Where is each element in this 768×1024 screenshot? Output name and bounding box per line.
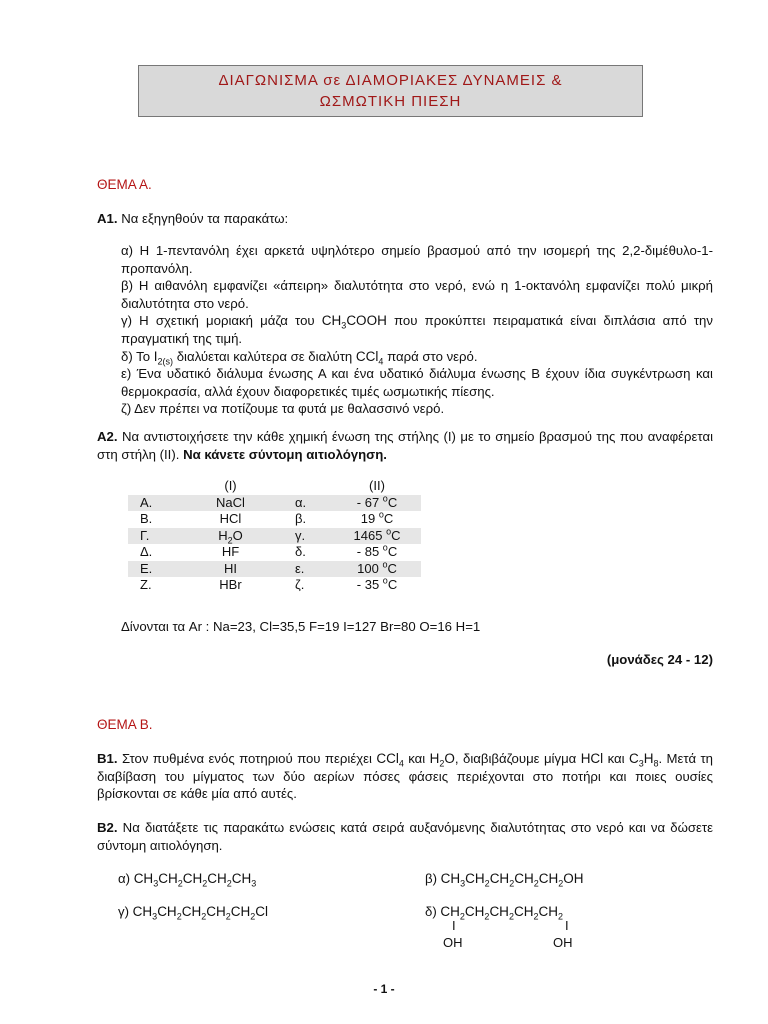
- b1-body: Στον πυθμένα ενός ποτηριού που περιέχει CCl$_4$ και $H_2O$, διαβιβάζουμε μίγμα HCl και $C_3H_8$. Μετά τη διαβίβαση του μίγματος των δύο αερίων πόσες φάσεις περιέχονται στο ποτήρι και ποιες ουσίες βρίσκονται σε κάθε μία από αυτές.: [97, 751, 714, 802]
- a1-item-d-chem2: CCl: [355, 348, 379, 364]
- a1-item-d-mid: διαλύεται καλύτερα σε διαλύτη: [173, 348, 356, 364]
- row-letter-2: γ.: [283, 528, 333, 545]
- a2-bold-instruction: Να κάνετε σύντομη αιτιολόγηση.: [183, 446, 387, 462]
- a1-item-d-pre: δ) Το: [121, 348, 154, 364]
- row-compound: $H_2O$: [178, 528, 283, 545]
- a1-intro: [97, 210, 717, 228]
- compound-d-label: δ): [425, 904, 437, 919]
- row-letter-2: β.: [295, 511, 307, 526]
- b1-text: [97, 750, 713, 803]
- row-compound: HI: [178, 561, 283, 578]
- a1-item-d-post: παρά στο νερό.: [383, 348, 478, 364]
- row-letter: Γ.: [128, 528, 178, 545]
- a1-item-c-post: που προκύπτει πειραματικά είναι διπλάσια από την πραγματική της τιμή.: [121, 313, 713, 346]
- table-row: [128, 561, 421, 578]
- compound-b-label: β): [425, 871, 437, 886]
- compound-a: [118, 870, 256, 888]
- a2-text: [97, 428, 713, 463]
- b1-label: Β1.: [97, 751, 118, 766]
- compound-b-formula: $CH_3CH_2CH_2CH_2CH_2OH$: [440, 871, 584, 889]
- a1-label: Α1.: [97, 211, 118, 226]
- table-col1-header: (Ι): [178, 478, 283, 495]
- table-row: [128, 544, 421, 561]
- row-compound: NaCl: [178, 495, 283, 512]
- theme-a-heading: ΘΕΜΑ Α.: [97, 177, 152, 192]
- row-boiling-point: 1465 $^o$C: [333, 528, 421, 545]
- a1-item-e: ε) Ένα υδατικό διάλυμα ένωσης Α και ένα υδατικό διάλυμα ένωσης Β έχουν ίδια συγκέντρωση και θερμοκρασία, αλλά έχουν διαφορετικές τιμές ωσμωτικής πίεσης.: [121, 366, 713, 399]
- a1-item-a: α) Η 1-πεντανόλη έχει αρκετά υψηλότερο σημείο βρασμού από την ισομερή της 2,2-διμέθυλο-1-προπανόλη.: [121, 243, 713, 276]
- theme-b-heading: ΘΕΜΑ Β.: [97, 717, 153, 732]
- a1-item-z: ζ) Δεν πρέπει να ποτίζουμε τα φυτά με θαλασσινό νερό.: [121, 401, 445, 417]
- a1-item-d-chem2-sub: 4: [378, 356, 384, 367]
- compound-d: [425, 903, 563, 921]
- compound-d-bond-2: I: [565, 918, 569, 933]
- a1-items: [121, 242, 713, 418]
- title-line-2: ΩΣΜΩΤΙΚΗ ΠΙΕΣΗ: [319, 93, 462, 110]
- a1-item-d-chem-sub: 2(s): [157, 356, 174, 367]
- row-compound: HCl: [219, 511, 242, 526]
- row-letter-2: ζ.: [295, 577, 305, 592]
- a2-label: Α2.: [97, 429, 118, 444]
- table-row: [128, 528, 421, 545]
- b2-body: Να διατάξετε τις παρακάτω ενώσεις κατά σειρά αυξανόμενης διαλυτότητας στο νερό και να δώσετε σύντομη αιτιολόγηση.: [97, 820, 714, 853]
- b2-label: Β2.: [97, 820, 118, 835]
- row-letter-2: δ.: [295, 544, 306, 559]
- a1-item-c-chem: $CH_3COOH$: [321, 313, 387, 332]
- title-box: [138, 65, 643, 117]
- table-header-row: [128, 478, 421, 495]
- a1-item-c-pre: γ) Η σχετική μοριακή μάζα του: [121, 313, 322, 329]
- marks-theme-a: (μονάδες 24 - 12): [606, 652, 713, 667]
- b2-text: [97, 819, 713, 854]
- page-number: - 1 -: [373, 982, 395, 996]
- a2-body: Να αντιστοιχήσετε την κάθε χημική ένωση της στήλης (Ι) με το σημείο βρασμού της που αναφέρεται στη στήλη (ΙΙ).: [97, 429, 713, 462]
- row-letter: Ε.: [128, 561, 178, 578]
- table-col2-header: (ΙΙ): [333, 478, 421, 495]
- row-boiling-point: - 35 $^o$C: [356, 575, 398, 592]
- compound-d-oh-1: OH: [443, 935, 463, 950]
- compound-a-formula: $CH_3CH_2CH_2CH_2CH_3$: [133, 871, 257, 889]
- compound-c: [118, 903, 268, 921]
- table-row: [128, 495, 421, 512]
- row-boiling-point: - 67 $^o$C: [333, 495, 421, 512]
- row-boiling-point: - 85 $^o$C: [356, 542, 398, 559]
- compound-a-label: α): [118, 871, 131, 886]
- row-letter-2: ε.: [283, 561, 333, 578]
- row-letter: Β.: [140, 511, 153, 526]
- a1-intro-text: Να εξηγηθούν τα παρακάτω:: [121, 211, 289, 226]
- table-row: [128, 511, 421, 528]
- row-compound: HF: [221, 544, 240, 559]
- row-letter: Ζ.: [140, 577, 152, 592]
- given-atomic-masses: Δίνονται τα Ar : Na=23, Cl=35,5 F=19 I=127 Br=80 O=16 H=1: [121, 619, 481, 634]
- compound-d-oh-2: OH: [553, 935, 573, 950]
- boiling-point-table: [128, 478, 421, 594]
- row-letter: Α.: [128, 495, 178, 512]
- a1-item-c: [121, 312, 713, 347]
- compound-c-label: γ): [118, 904, 129, 919]
- row-boiling-point: 100 $^o$C: [333, 561, 421, 578]
- row-letter-2: α.: [283, 495, 333, 512]
- compound-d-bond-1: I: [452, 918, 456, 933]
- row-letter: Δ.: [140, 544, 153, 559]
- a1-item-d: [121, 348, 713, 366]
- compound-b: [425, 870, 583, 888]
- row-boiling-point: 19 $^o$C: [360, 509, 394, 526]
- a1-item-d-chem: I: [153, 348, 158, 364]
- title-line-1: ΔΙΑΓΩΝΙΣΜΑ σε ΔΙΑΜΟΡΙΑΚΕΣ ΔΥΝΑΜΕΙΣ &: [218, 72, 563, 89]
- table-row: [128, 577, 421, 594]
- compound-d-formula: $CH_2CH_2CH_2CH_2CH_2$: [440, 904, 563, 922]
- a1-item-b: β) Η αιθανόλη εμφανίζει «άπειρη» διαλυτότητα στο νερό, ενώ η 1-οκτανόλη εμφανίζει πολύ μικρή διαλυτότητα στο νερό.: [121, 278, 713, 311]
- compound-c-formula: $CH_3CH_2CH_2CH_2CH_2Cl$: [132, 904, 268, 922]
- row-compound: HBr: [219, 577, 242, 592]
